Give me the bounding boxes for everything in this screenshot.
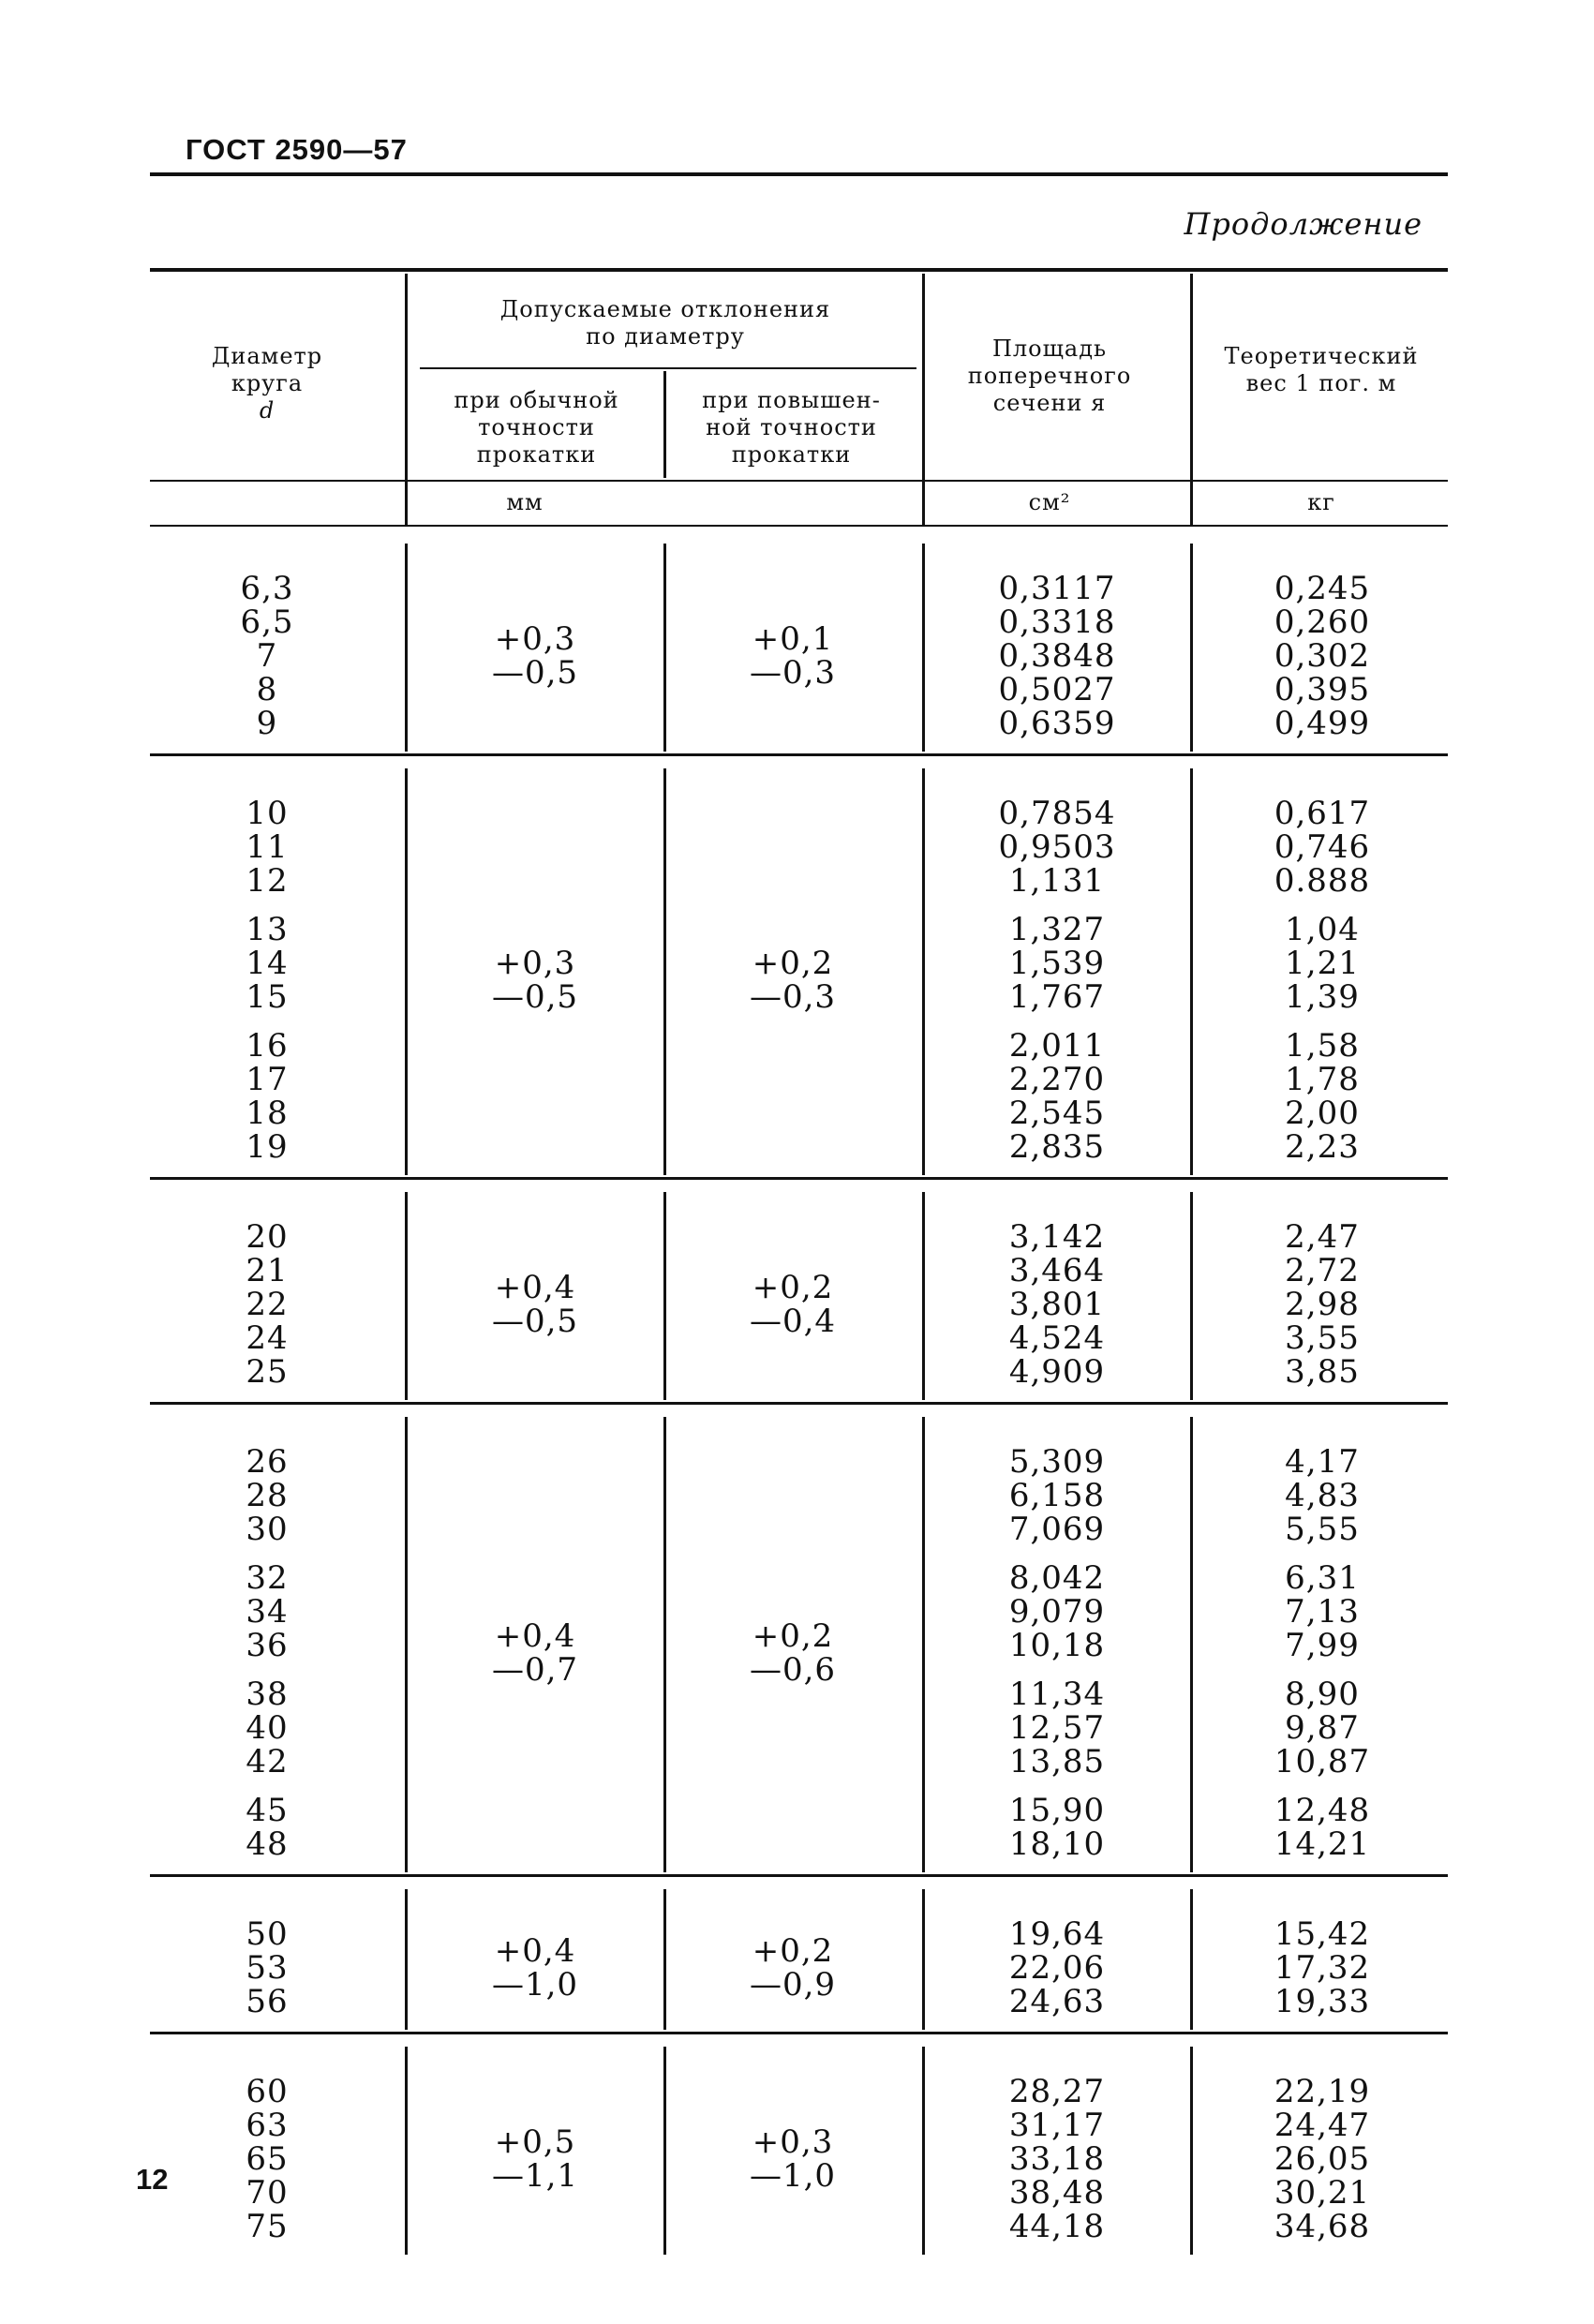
- weight-value: 1,78: [1285, 1061, 1360, 1098]
- header-weight-line1: Теоретический: [1224, 343, 1419, 369]
- header-increased-line1: при повышен-: [702, 387, 881, 413]
- weight-value: 15,42: [1274, 1915, 1371, 1953]
- weight-value: 4,17: [1285, 1443, 1360, 1481]
- weight-value: 34,68: [1274, 2208, 1371, 2245]
- area-value: 31,17: [1008, 2107, 1106, 2144]
- area-value: 8,042: [1008, 1559, 1106, 1597]
- diameter-value: 60: [246, 2073, 289, 2110]
- group-vline: [405, 1417, 408, 1872]
- weight-value: 24,47: [1274, 2107, 1371, 2144]
- diameter-value: 26: [246, 1443, 289, 1481]
- tolerance-increased: [667, 1271, 918, 1338]
- weight-value: 17,32: [1274, 1949, 1371, 1987]
- weight-value: 2,00: [1285, 1095, 1360, 1132]
- group-vline: [405, 768, 408, 1175]
- area-value: 38,48: [1008, 2174, 1106, 2212]
- group-vline: [663, 1889, 666, 2030]
- diameter-value: 70: [246, 2174, 289, 2212]
- column-d: [192, 1445, 342, 1861]
- area-value: 1,767: [1008, 978, 1106, 1016]
- header-bottom-rule: [150, 480, 1448, 482]
- weight-value: 1,04: [1285, 911, 1360, 948]
- area-value: 15,90: [1008, 1792, 1106, 1829]
- area-value: 1,327: [1008, 911, 1106, 948]
- header-diameter-line2: круга: [231, 370, 304, 396]
- header-diameter-line3: d: [259, 397, 276, 424]
- weight-value: 0,499: [1274, 705, 1371, 742]
- column-d: [192, 797, 342, 1164]
- diameter-value: 22: [246, 1286, 289, 1323]
- group-vline: [1190, 1192, 1193, 1400]
- area-value: 0,3117: [998, 570, 1116, 607]
- tolerance-plus: +0,4: [494, 1617, 576, 1655]
- group-vline: [405, 1192, 408, 1400]
- column-w: [1199, 572, 1445, 740]
- weight-value: 5,55: [1285, 1511, 1360, 1548]
- tolerance-minus: —0,3: [749, 978, 837, 1016]
- column-area: [928, 1445, 1186, 1861]
- area-value: 44,18: [1008, 2208, 1106, 2245]
- weight-value: 12,48: [1274, 1792, 1371, 1829]
- diameter-value: 34: [246, 1593, 289, 1631]
- tolerance-normal: [412, 946, 658, 1014]
- group-vline: [663, 544, 666, 752]
- diameter-value: 6,5: [240, 603, 294, 641]
- area-value: 5,309: [1008, 1443, 1106, 1481]
- tolerance-plus: +0,2: [752, 1617, 834, 1655]
- diameter-value: 63: [246, 2107, 289, 2144]
- tolerance-plus: +0,3: [494, 945, 576, 982]
- weight-value: 14,21: [1274, 1825, 1371, 1863]
- tolerance-increased: [667, 622, 918, 690]
- tolerance-normal: [412, 622, 658, 690]
- tolerance-plus: +0,2: [752, 1269, 834, 1306]
- area-value: 28,27: [1008, 2073, 1106, 2110]
- diameter-value: 8: [256, 671, 278, 708]
- tolerance-increased: [667, 1934, 918, 2002]
- diameter-value: 10: [246, 795, 289, 832]
- tolerance-increased: [667, 946, 918, 1014]
- header-increased-line2: ной точности: [706, 414, 877, 440]
- tolerance-increased: [667, 2125, 918, 2193]
- tolerance-normal: [412, 1619, 658, 1687]
- group-separator: [150, 753, 1448, 756]
- diameter-value: 65: [246, 2140, 289, 2178]
- tolerance-normal: [412, 1271, 658, 1338]
- diameter-value: 50: [246, 1915, 289, 1953]
- header-weight: [1199, 343, 1443, 397]
- tolerance-normal: [412, 2125, 658, 2193]
- tolerance-minus: —0,6: [749, 1651, 837, 1689]
- area-value: 12,57: [1008, 1709, 1106, 1747]
- area-value: 0,7854: [998, 795, 1116, 832]
- diameter-value: 42: [246, 1743, 289, 1780]
- area-value: 33,18: [1008, 2140, 1106, 2178]
- area-value: 13,85: [1008, 1743, 1106, 1780]
- diameter-value: 17: [246, 1061, 289, 1098]
- diameter-value: 6,3: [240, 570, 294, 607]
- tolerance-plus: +0,1: [752, 620, 834, 658]
- tolerance-plus: +0,2: [752, 1932, 834, 1970]
- area-value: 3,464: [1008, 1252, 1106, 1289]
- tolerance-minus: —1,0: [749, 2157, 837, 2195]
- header-normal-line2: точности: [478, 414, 595, 440]
- header-diameter: [192, 343, 342, 425]
- diameter-value: 75: [246, 2208, 289, 2245]
- weight-value: 7,13: [1285, 1593, 1360, 1631]
- tolerance-minus: —0,4: [749, 1303, 837, 1340]
- column-w: [1199, 2075, 1445, 2243]
- diameter-value: 36: [246, 1627, 289, 1664]
- header-normal-precision: [412, 387, 661, 469]
- diameter-value: 32: [246, 1559, 289, 1597]
- weight-value: 7,99: [1285, 1627, 1360, 1664]
- diameter-value: 28: [246, 1477, 289, 1514]
- area-value: 0,3848: [998, 637, 1116, 675]
- tolerance-minus: —1,0: [491, 1966, 579, 2004]
- group-vline: [1190, 1417, 1193, 1872]
- group-vline: [663, 1417, 666, 1872]
- weight-value: 8,90: [1285, 1676, 1360, 1713]
- area-value: 0,5027: [998, 671, 1116, 708]
- weight-value: 3,55: [1285, 1319, 1360, 1357]
- area-value: 7,069: [1008, 1511, 1106, 1548]
- header-tolerances-line2: по диаметру: [586, 323, 745, 350]
- column-d: [192, 572, 342, 740]
- weight-value: 0,617: [1274, 795, 1371, 832]
- header-weight-line2: вес 1 пог. м: [1245, 370, 1397, 396]
- weight-value: 26,05: [1274, 2140, 1371, 2178]
- area-value: 0,3318: [998, 603, 1116, 641]
- area-value: 9,079: [1008, 1593, 1106, 1631]
- column-d: [192, 1917, 342, 2019]
- header-increased-precision: [667, 387, 916, 469]
- column-area: [928, 1917, 1186, 2019]
- diameter-value: 9: [256, 705, 278, 742]
- tolerance-normal: [412, 1934, 658, 2002]
- group-vline: [1190, 768, 1193, 1175]
- group-vline: [922, 2047, 925, 2255]
- area-value: 10,18: [1008, 1627, 1106, 1664]
- tolerance-plus: +0,3: [494, 620, 576, 658]
- diameter-value: 14: [246, 945, 289, 982]
- tolerance-plus: +0,5: [494, 2123, 576, 2161]
- tolerance-minus: —0,9: [749, 1966, 837, 2004]
- tolerance-increased: [667, 1619, 918, 1687]
- header-area-line1: Площадь: [991, 335, 1108, 362]
- weight-value: 30,21: [1274, 2174, 1371, 2212]
- group-vline: [663, 2047, 666, 2255]
- group-vline: [922, 1192, 925, 1400]
- header-area-line3: сечени я: [992, 390, 1107, 416]
- group-separator: [150, 2032, 1448, 2034]
- area-value: 2,545: [1008, 1095, 1106, 1132]
- group-vline: [922, 1417, 925, 1872]
- column-d: [192, 1220, 342, 1389]
- header-vline-1: [405, 274, 408, 525]
- diameter-value: 18: [246, 1095, 289, 1132]
- tolerance-minus: —0,5: [491, 654, 579, 692]
- weight-value: 19,33: [1274, 1983, 1371, 2020]
- group-vline: [1190, 1889, 1193, 2030]
- group-separator: [150, 1874, 1448, 1877]
- header-vline-2: [663, 371, 666, 478]
- header-vline-4: [1190, 274, 1193, 525]
- group-vline: [405, 2047, 408, 2255]
- diameter-value: 25: [246, 1353, 289, 1391]
- column-d: [192, 2075, 342, 2243]
- diameter-value: 45: [246, 1792, 289, 1829]
- tolerance-minus: —0,7: [491, 1651, 579, 1689]
- units-bottom-rule: [150, 525, 1448, 527]
- group-vline: [405, 544, 408, 752]
- document-header: ГОСТ 2590—57: [186, 133, 408, 166]
- column-area: [928, 572, 1186, 740]
- diameter-value: 13: [246, 911, 289, 948]
- weight-value: 1,39: [1285, 978, 1360, 1016]
- area-value: 3,142: [1008, 1218, 1106, 1256]
- column-w: [1199, 1220, 1445, 1389]
- area-value: 2,011: [1008, 1027, 1106, 1065]
- header-tolerances: [412, 296, 918, 350]
- tolerance-plus: +0,2: [752, 945, 834, 982]
- diameter-value: 38: [246, 1676, 289, 1713]
- continuation-label: Продолжение: [1184, 206, 1423, 242]
- header-area: [928, 335, 1171, 417]
- weight-value: 2,23: [1285, 1128, 1360, 1166]
- group-vline: [663, 768, 666, 1175]
- tolerance-minus: —0,3: [749, 654, 837, 692]
- header-tolerances-line1: Допускаемые отклонения: [499, 296, 831, 322]
- diameter-value: 30: [246, 1511, 289, 1548]
- header-diameter-line1: Диаметр: [211, 343, 323, 369]
- weight-value: 4,83: [1285, 1477, 1360, 1514]
- tolerance-plus: +0,3: [752, 2123, 834, 2161]
- area-value: 24,63: [1008, 1983, 1106, 2020]
- weight-value: 9,87: [1285, 1709, 1360, 1747]
- column-area: [928, 1220, 1186, 1389]
- area-value: 4,909: [1008, 1353, 1106, 1391]
- group-separator: [150, 1177, 1448, 1180]
- group-separator: [150, 1402, 1448, 1405]
- weight-value: 10,87: [1274, 1743, 1371, 1780]
- area-value: 6,158: [1008, 1477, 1106, 1514]
- diameter-value: 40: [246, 1709, 289, 1747]
- diameter-value: 16: [246, 1027, 289, 1065]
- area-value: 1,131: [1008, 862, 1106, 900]
- diameter-value: 21: [246, 1252, 289, 1289]
- group-vline: [922, 1889, 925, 2030]
- area-value: 11,34: [1008, 1676, 1106, 1713]
- weight-value: 22,19: [1274, 2073, 1371, 2110]
- weight-value: 0,395: [1274, 671, 1371, 708]
- weight-value: 2,98: [1285, 1286, 1360, 1323]
- diameter-value: 53: [246, 1949, 289, 1987]
- area-value: 22,06: [1008, 1949, 1106, 1987]
- diameter-value: 7: [256, 637, 278, 675]
- weight-value: 2,72: [1285, 1252, 1360, 1289]
- diameter-value: 56: [246, 1983, 289, 2020]
- area-value: 18,10: [1008, 1825, 1106, 1863]
- unit-weight: кг: [1307, 489, 1335, 515]
- header-rule: [150, 172, 1448, 176]
- page-number: 12: [136, 2163, 169, 2196]
- column-w: [1199, 1917, 1445, 2019]
- column-w: [1199, 797, 1445, 1164]
- diameter-value: 15: [246, 978, 289, 1016]
- header-normal-line1: при обычной: [454, 387, 619, 413]
- diameter-value: 24: [246, 1319, 289, 1357]
- area-value: 0,9503: [998, 828, 1116, 866]
- weight-value: 0,746: [1274, 828, 1371, 866]
- tolerance-plus: +0,4: [494, 1932, 576, 1970]
- weight-value: 0.888: [1274, 862, 1371, 900]
- column-w: [1199, 1445, 1445, 1861]
- weight-value: 3,85: [1285, 1353, 1360, 1391]
- tolerance-minus: —0,5: [491, 978, 579, 1016]
- header-tolerances-rule: [420, 367, 916, 369]
- area-value: 3,801: [1008, 1286, 1106, 1323]
- diameter-value: 19: [246, 1128, 289, 1166]
- column-area: [928, 2075, 1186, 2243]
- header-vline-3: [922, 274, 925, 525]
- group-vline: [1190, 2047, 1193, 2255]
- weight-value: 0,302: [1274, 637, 1371, 675]
- group-vline: [922, 768, 925, 1175]
- area-value: 19,64: [1008, 1915, 1106, 1953]
- header-increased-line3: прокатки: [731, 441, 852, 468]
- column-area: [928, 797, 1186, 1164]
- area-value: 1,539: [1008, 945, 1106, 982]
- diameter-value: 11: [246, 828, 289, 866]
- group-vline: [1190, 544, 1193, 752]
- header-normal-line3: прокатки: [476, 441, 597, 468]
- tolerance-minus: —1,1: [491, 2157, 579, 2195]
- diameter-value: 20: [246, 1218, 289, 1256]
- group-vline: [922, 544, 925, 752]
- area-value: 0,6359: [998, 705, 1116, 742]
- area-value: 4,524: [1008, 1319, 1106, 1357]
- group-vline: [663, 1192, 666, 1400]
- area-value: 2,270: [1008, 1061, 1106, 1098]
- diameter-value: 12: [246, 862, 289, 900]
- weight-value: 1,58: [1285, 1027, 1360, 1065]
- area-value: 2,835: [1008, 1128, 1106, 1166]
- diameter-value: 48: [246, 1825, 289, 1863]
- tolerance-minus: —0,5: [491, 1303, 579, 1340]
- tolerance-plus: +0,4: [494, 1269, 576, 1306]
- unit-mm: мм: [506, 489, 544, 515]
- weight-value: 2,47: [1285, 1218, 1360, 1256]
- header-area-line2: поперечного: [967, 363, 1132, 389]
- weight-value: 0,245: [1274, 570, 1371, 607]
- unit-area: см²: [1028, 489, 1071, 515]
- group-vline: [405, 1889, 408, 2030]
- table-top-rule: [150, 268, 1448, 272]
- weight-value: 6,31: [1285, 1559, 1360, 1597]
- weight-value: 0,260: [1274, 603, 1371, 641]
- weight-value: 1,21: [1285, 945, 1360, 982]
